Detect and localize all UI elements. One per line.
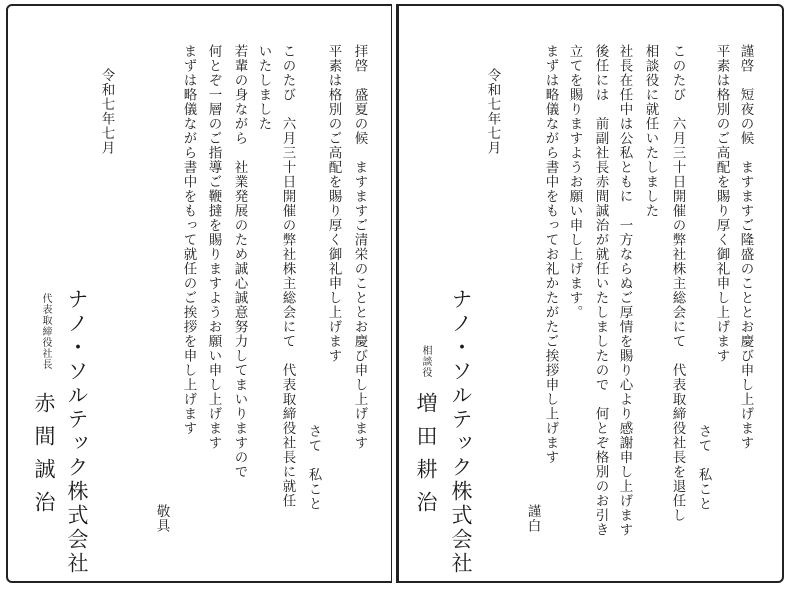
left-body-line-5: まずは略儀ながら書中をもって就任のご挨拶を申し上げます xyxy=(180,44,197,436)
left-closing: 敬具 xyxy=(153,504,170,533)
right-body-line-6: まずは略儀ながら書中をもってお礼かたがたご挨拶申し上げます xyxy=(542,44,559,465)
left-satte-line: さて 私こと xyxy=(305,424,322,511)
left-thanks-line: 平素は格別のご高配を賜り厚く御礼申し上げます xyxy=(325,44,342,363)
right-signer-name: 増田耕治 xyxy=(414,392,438,524)
left-body-line-2: いたしました xyxy=(255,44,272,131)
right-body-line-4: 後任には 前副社長赤間誠治が就任いたしましたので 何とぞ格別のお引き xyxy=(592,44,609,537)
left-body-line-4: 何とぞ一層のご指導ご鞭撻を賜りますようお願い申し上げます xyxy=(205,44,222,450)
right-company-name: ナノ・ソルテック株式会社 xyxy=(449,288,473,576)
right-body-line-2: 相談役に就任いたしました xyxy=(642,44,659,218)
right-body-line-1: このたび 六月三十日開催の弊社株主総会にて 代表取締役社長を退任し xyxy=(669,44,686,523)
left-date: 令和七年七月 xyxy=(98,68,115,155)
right-closing: 謹白 xyxy=(524,504,541,533)
right-body-line-3: 社長在任中は公私ともに 一方ならぬご厚情を賜り心より感謝申し上げます xyxy=(616,44,633,537)
left-signer-title: 代表取締役社長 xyxy=(40,293,51,370)
left-company-name: ナノ・ソルテック株式会社 xyxy=(65,288,89,576)
left-signer-name: 赤間誠治 xyxy=(32,392,56,524)
left-greeting-line: 拝啓 盛夏の候 ますますご清栄のこととお慶び申し上げます xyxy=(351,44,368,450)
right-thanks-line: 平素は格別のご高配を賜り厚く御礼申し上げます xyxy=(713,44,730,363)
right-signer-title: 相談役 xyxy=(420,345,431,378)
right-satte-line: さて 私こと xyxy=(695,424,712,511)
right-greeting-line: 謹啓 短夜の候 ますますご隆盛のこととお慶び申し上げます xyxy=(737,44,754,450)
left-body-line-1: このたび 六月三十日開催の弊社株主総会にて 代表取締役社長に就任 xyxy=(279,44,296,508)
right-date: 令和七年七月 xyxy=(484,68,501,155)
left-body-line-3: 若輩の身ながら 社業発展のため誠心誠意努力してまいりますので xyxy=(231,44,248,479)
right-body-line-5: 立てを賜りますようお願い申し上げます。 xyxy=(566,44,583,320)
